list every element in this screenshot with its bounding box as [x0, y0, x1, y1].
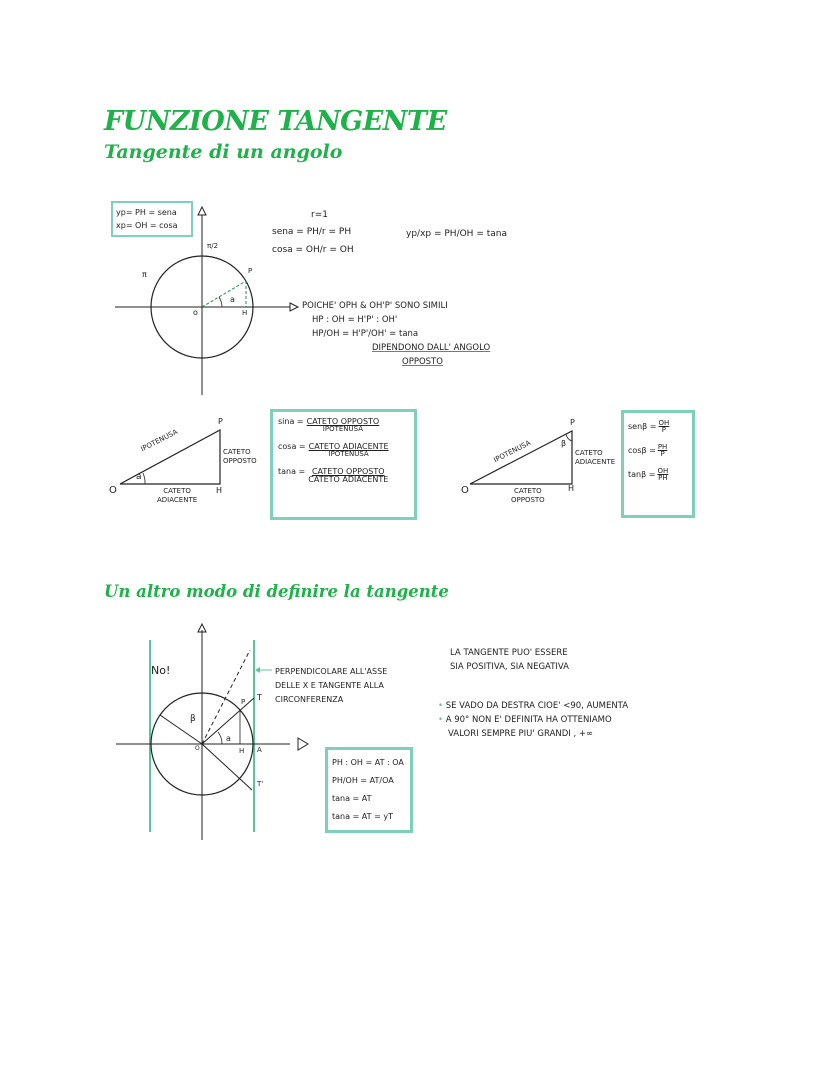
tri1-opp-line1: CATETO	[223, 448, 251, 456]
tri2-adj-line2: ADIACENTE	[575, 458, 616, 466]
tri1-label-alpha: a	[136, 472, 142, 482]
tri1-opp-line2: OPPOSTO	[223, 457, 257, 465]
fig2-label-t-prime: T'	[257, 780, 264, 788]
yp-formula: yp= PH = sena	[116, 208, 177, 217]
tri2-tan-den: PH	[658, 474, 668, 482]
tri2-sin-den: P	[661, 426, 667, 434]
fig2-label-h: H	[239, 747, 245, 755]
sign-note-line2: SIA POSITIVA, SIA NEGATIVA	[450, 662, 569, 672]
tangent-note-2: DELLE X E TANGENTE ALLA	[275, 681, 384, 690]
fig2-label-a: A	[257, 746, 262, 754]
tri1-adj-line2: ADIACENTE	[157, 496, 198, 504]
tri1-label-p: P	[218, 417, 223, 426]
sign-note-line1: LA TANGENTE PUO' ESSERE	[450, 648, 568, 658]
tri1-tan-num: CATETO OPPOSTO	[311, 467, 385, 476]
similar-line-2: HP : OH = H'P' : OH'	[312, 315, 398, 325]
similar-line-1: POICHE' OPH & OH'P' SONO SIMILI	[302, 301, 448, 311]
tri2-opp-line2: OPPOSTO	[511, 496, 545, 504]
tangent-behavior-notes	[438, 699, 628, 741]
cosine-equation: cosa = OH/r = OH	[272, 245, 354, 255]
tri2-cos-lhs: cosβ =	[628, 446, 656, 455]
tri2-label-p: P	[570, 418, 575, 427]
section-title-tangent-angle: Tangente di un angolo	[104, 141, 343, 163]
xp-formula: xp= OH = cosa	[116, 221, 178, 230]
tri2-sin-lhs: senβ =	[628, 422, 657, 431]
tangent-note-3: CIRCONFERENZA	[275, 695, 344, 704]
label-p: P	[248, 267, 253, 275]
tangent-line-note	[275, 665, 387, 707]
behavior-bullet-2: • A 90° NON E' DEFINITA HA OTTENIAMO	[438, 715, 612, 725]
tri1-sin-num: CATETO OPPOSTO	[306, 417, 380, 426]
tri2-label-o: O	[461, 485, 469, 496]
page-title: FUNZIONE TANGENTE	[104, 106, 447, 137]
tri1-sin-lhs: sina =	[278, 417, 304, 426]
tri1-cos-num: CATETO ADIACENTE	[308, 442, 389, 451]
fig2-label-alpha: a	[226, 734, 231, 743]
behavior-bullet-1: • SE VADO DA DESTRA CIOE' <90, AUMENTA	[438, 701, 629, 711]
label-pi-half: π/2	[207, 242, 219, 250]
label-origin: o	[193, 308, 198, 317]
tri2-hypotenuse-label: IPOTENUSA	[492, 438, 533, 465]
tri1-tan-lhs: tana =	[278, 467, 306, 476]
section-title-other-definition: Un altro modo di definire la tangente	[104, 582, 449, 601]
tri2-adj-line1: CATETO	[575, 449, 603, 457]
fig2-label-origin: O	[195, 745, 200, 752]
tri2-tan-num: OH	[657, 467, 669, 475]
fig2-label-t: T	[257, 693, 262, 702]
tri2-cos-num: PH	[657, 443, 668, 451]
radius-label: r=1	[311, 210, 328, 220]
tri1-cos-lhs: cosa =	[278, 442, 306, 451]
tri1-label-h: H	[216, 486, 223, 495]
similar-line-4: DIPENDONO DALL' ANGOLO	[372, 343, 491, 353]
tri1-tan-den: CATETO ADIACENTE	[308, 475, 389, 484]
behavior-bullet-2b: VALORI SEMPRE PIU' GRANDI , +∞	[448, 729, 594, 739]
tri2-label-h: H	[568, 484, 575, 493]
behavior-bullet-2-text: A 90° NON E' DEFINITA HA OTTENIAMO	[445, 715, 612, 725]
fig2-label-p: P	[241, 698, 246, 706]
similar-line-3: HP/OH = H'P'/OH' = tana	[312, 329, 419, 339]
tri1-hypotenuse-label: IPOTENUSA	[139, 427, 180, 454]
tri1-cos-den: IPOTENUSA	[328, 450, 369, 458]
tri2-tan-lhs: tanβ =	[628, 470, 656, 479]
behavior-bullet-1-text: SE VADO DA DESTRA CIOE' <90, AUMENTA	[445, 701, 629, 711]
tri2-sin-num: OH	[658, 419, 670, 427]
tangent-formula-box	[325, 747, 413, 833]
tangent-box-line4: tana = AT = yT	[332, 812, 393, 821]
tri2-opp-line1: CATETO	[514, 487, 542, 495]
tangent-equation: yp/xp = PH/OH = tana	[406, 229, 507, 239]
tri1-adj-line1: CATETO	[163, 487, 191, 495]
no-label: No!	[151, 664, 171, 677]
tri1-label-o: O	[109, 485, 117, 496]
similar-line-5: OPPOSTO	[402, 357, 443, 367]
tri2-label-beta: β	[561, 439, 567, 448]
label-h: H	[242, 309, 248, 317]
tri2-cos-den: P	[660, 450, 665, 458]
tangent-sign-note	[450, 646, 569, 674]
tangent-box-line3: tana = AT	[332, 794, 372, 803]
label-pi: π	[142, 270, 147, 279]
label-angle-a: a	[230, 295, 235, 304]
fig2-label-beta: β	[190, 714, 196, 724]
sine-equation: sena = PH/r = PH	[272, 227, 352, 237]
tangent-note-1: PERPENDICOLARE ALL'ASSE	[275, 667, 388, 676]
tangent-box-line2: PH/OH = AT/OA	[332, 776, 394, 785]
tangent-box-line1: PH : OH = AT : OA	[332, 758, 404, 767]
tri1-sin-den: IPOTENUSA	[322, 425, 364, 433]
